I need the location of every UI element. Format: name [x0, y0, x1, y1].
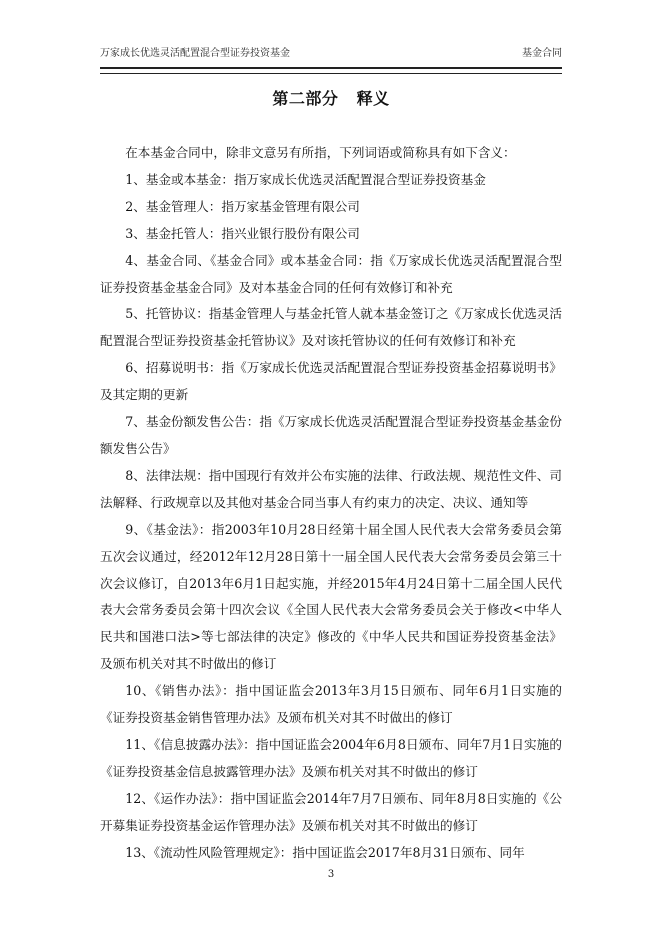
- definition-2: 2、基金管理人：指万家基金管理有限公司: [125, 198, 360, 214]
- body-content: [100, 140, 562, 866]
- definition-12: 12、《运作办法》：指中国证监会2014年7月7日颁布、同年8月8日实施的《公开募集证券投资基金运作管理办法》及颁布机关对其不时做出的修订: [100, 790, 562, 833]
- header-fund-name: 万家成长优选灵活配置混合型证券投资基金: [100, 48, 290, 59]
- definition-7: 7、基金份额发售公告：指《万家成长优选灵活配置混合型证券投资基金基金份额发售公告》: [100, 414, 562, 456]
- definition-5: 5、托管协议：指基金管理人与基金托管人就本基金签订之《万家成长优选灵活配置混合型证券投资基金托管协议》及对该托管协议的任何有效修订和补充: [100, 306, 562, 349]
- definition-8: 8、法律法规：指中国现行有效并公布实施的法律、行政法规、规范性文件、司法解释、行政规章以及其他对基金合同当事人有约束力的决定、决议、通知等: [100, 467, 562, 510]
- header-doc-type: 基金合同: [522, 48, 562, 59]
- definition-13: 13、《流动性风险管理规定》：指中国证监会2017年8月31日颁布、同年: [125, 844, 525, 860]
- definition-9: 9、《基金法》：指2003年10月28日经第十届全国人民代表大会常务委员会第五次会议通过，经2012年12月28日第十一届全国人民代表大会常务委员会第三十次会议修订，自2013年6月1日起实施，并经2015年4月24日第十二届全国人民代表大会常务委员会第十四次会议《全国人民代表大会常务委员会关于修改<中华人民共和国港口法>等七部法律的决定》修改的《中华人民共和国证券投资基金法》及颁布机关对其不时做出的修订: [100, 521, 562, 672]
- definition-3: 3、基金托管人：指兴业银行股份有限公司: [125, 225, 360, 241]
- definition-6: 6、招募说明书：指《万家成长优选灵活配置混合型证券投资基金招募说明书》及其定期的更新: [100, 360, 562, 403]
- definition-11: 11、《信息披露办法》：指中国证监会2004年6月8日颁布、同年7月1日实施的《证券投资基金信息披露管理办法》及颁布机关对其不时做出的修订: [100, 736, 562, 779]
- definition-1: 1、基金或本基金：指万家成长优选灵活配置混合型证券投资基金: [125, 171, 486, 187]
- definition-4: 4、基金合同、《基金合同》或本基金合同：指《万家成长优选灵活配置混合型证券投资基金基金合同》及对本基金合同的任何有效修订和补充: [100, 252, 562, 295]
- header-rule-thick: [100, 67, 562, 69]
- section-title: 第二部分 释义: [272, 89, 390, 108]
- header-rule-thin: [100, 73, 562, 74]
- definition-10: 10、《销售办法》：指中国证监会2013年3月15日颁布、同年6月1日实施的《证券投资基金销售管理办法》及颁布机关对其不时做出的修订: [100, 683, 562, 726]
- page-header: [100, 44, 562, 62]
- page-number: 3: [327, 869, 335, 880]
- intro-paragraph: 在本基金合同中，除非文意另有所指，下列词语或简称具有如下含义：: [125, 145, 516, 160]
